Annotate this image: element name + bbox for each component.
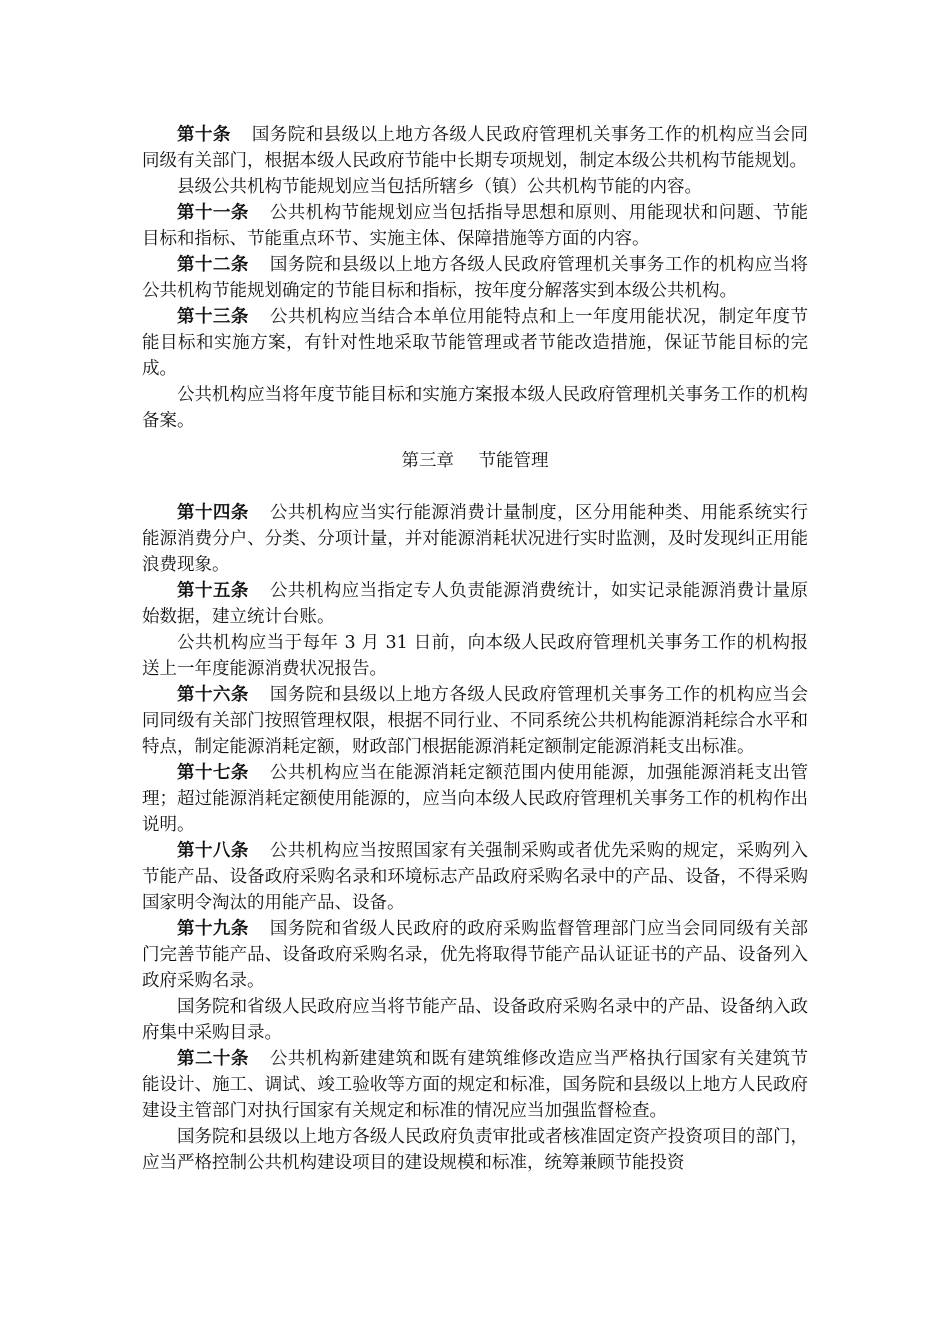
chapter-heading: [142, 434, 808, 500]
article-number: 第十条: [177, 125, 231, 145]
article-number: 第十七条: [177, 763, 249, 783]
paragraph-text: 公共机构应当指定专人负责能源消费统计，如实记录能源消费计量原始数据，建立统计台账。: [142, 581, 809, 627]
paragraph-text: 公共机构新建建筑和既有建筑维修改造应当严格执行国家有关建筑节能设计、施工、调试、竣工验收等方面的规定和标准，国务院和县级以上地方人民政府建设主管部门对执行国家有关规定和标准的情况应当加强监督检查。: [142, 1049, 809, 1121]
chapter-title: 节能管理: [478, 451, 549, 471]
paragraph-text: 国务院和省级人民政府的政府采购监督管理部门应当会同同级有关部门完善节能产品、设备政府采购名录，优先将取得节能产品认证证书的产品、设备列入政府采购名录。: [142, 919, 809, 991]
paragraph-text: 公共机构应当按照国家有关强制采购或者优先采购的规定，采购列入节能产品、设备政府采购名录和环境标志产品政府采购名录中的产品、设备，不得采购国家明令淘汰的用能产品、设备。: [142, 841, 809, 913]
paragraph: [142, 682, 808, 760]
paragraph: [142, 1124, 808, 1176]
chapter-number: 第三章: [401, 451, 454, 471]
paragraph-text: 公共机构应当实行能源消费计量制度，区分用能种类、用能系统实行能源消费分户、分类、分项计量，并对能源消耗状况进行实时监测，及时发现纠正用能浪费现象。: [142, 503, 809, 575]
paragraph: [142, 122, 808, 174]
paragraph: [142, 916, 808, 994]
paragraph: [142, 252, 808, 304]
paragraph: [142, 304, 808, 382]
article-number: 第十四条: [177, 503, 249, 523]
article-number: 第十五条: [177, 581, 249, 601]
articles-section-after: [142, 500, 808, 1176]
paragraph-text: 县级公共机构节能规划应当包括所辖乡（镇）公共机构节能的内容。: [177, 177, 702, 197]
paragraph-text: 国务院和县级以上地方各级人民政府管理机关事务工作的机构应当将公共机构节能规划确定的节能目标和指标，按年度分解落实到本级公共机构。: [142, 255, 809, 301]
article-number: 第十九条: [177, 919, 249, 939]
paragraph: [142, 500, 808, 578]
article-number: 第十三条: [177, 307, 249, 327]
paragraph: [142, 578, 808, 630]
paragraph: [142, 838, 808, 916]
paragraph-text: 公共机构应当在能源消耗定额范围内使用能源，加强能源消耗支出管理；超过能源消耗定额使用能源的，应当向本级人民政府管理机关事务工作的机构作出说明。: [142, 763, 809, 835]
paragraph-text: 国务院和县级以上地方各级人民政府管理机关事务工作的机构应当会同同级有关部门按照管理权限，根据不同行业、不同系统公共机构能源消耗综合水平和特点，制定能源消耗定额，财政部门根据能源消耗定额制定能源消耗支出标准。: [142, 685, 809, 757]
paragraph: [142, 174, 808, 200]
paragraph-text: 公共机构节能规划应当包括指导思想和原则、用能现状和问题、节能目标和指标、节能重点环节、实施主体、保障措施等方面的内容。: [142, 203, 809, 249]
paragraph-text: 公共机构应当结合本单位用能特点和上一年度用能状况，制定年度节能目标和实施方案，有针对性地采取节能管理或者节能改造措施，保证节能目标的完成。: [142, 307, 809, 379]
paragraph-text: 公共机构应当将年度节能目标和实施方案报本级人民政府管理机关事务工作的机构备案。: [142, 385, 808, 431]
paragraph-text: 公共机构应当于每年 3 月 31 日前，向本级人民政府管理机关事务工作的机构报送上一年度能源消费状况报告。: [142, 633, 808, 679]
article-number: 第十二条: [177, 255, 249, 275]
paragraph: [142, 630, 808, 682]
paragraph: [142, 382, 808, 434]
article-number: 第十六条: [177, 685, 249, 705]
paragraph: [142, 760, 808, 838]
paragraph-text: 国务院和县级以上地方各级人民政府管理机关事务工作的机构应当会同同级有关部门，根据本级人民政府节能中长期专项规划，制定本级公共机构节能规划。: [142, 125, 809, 171]
paragraph-text: 国务院和省级人民政府应当将节能产品、设备政府采购名录中的产品、设备纳入政府集中采购目录。: [142, 997, 808, 1043]
paragraph: [142, 1046, 808, 1124]
article-number: 第十一条: [177, 203, 249, 223]
article-number: 第十八条: [177, 841, 249, 861]
article-number: 第二十条: [177, 1049, 249, 1069]
paragraph: [142, 200, 808, 252]
articles-section-before: [142, 122, 808, 434]
document-body: [142, 122, 808, 1176]
paragraph: [142, 994, 808, 1046]
paragraph-text: 国务院和县级以上地方各级人民政府负责审批或者核准固定资产投资项目的部门，应当严格控制公共机构建设项目的建设规模和标准，统筹兼顾节能投资: [142, 1127, 808, 1173]
